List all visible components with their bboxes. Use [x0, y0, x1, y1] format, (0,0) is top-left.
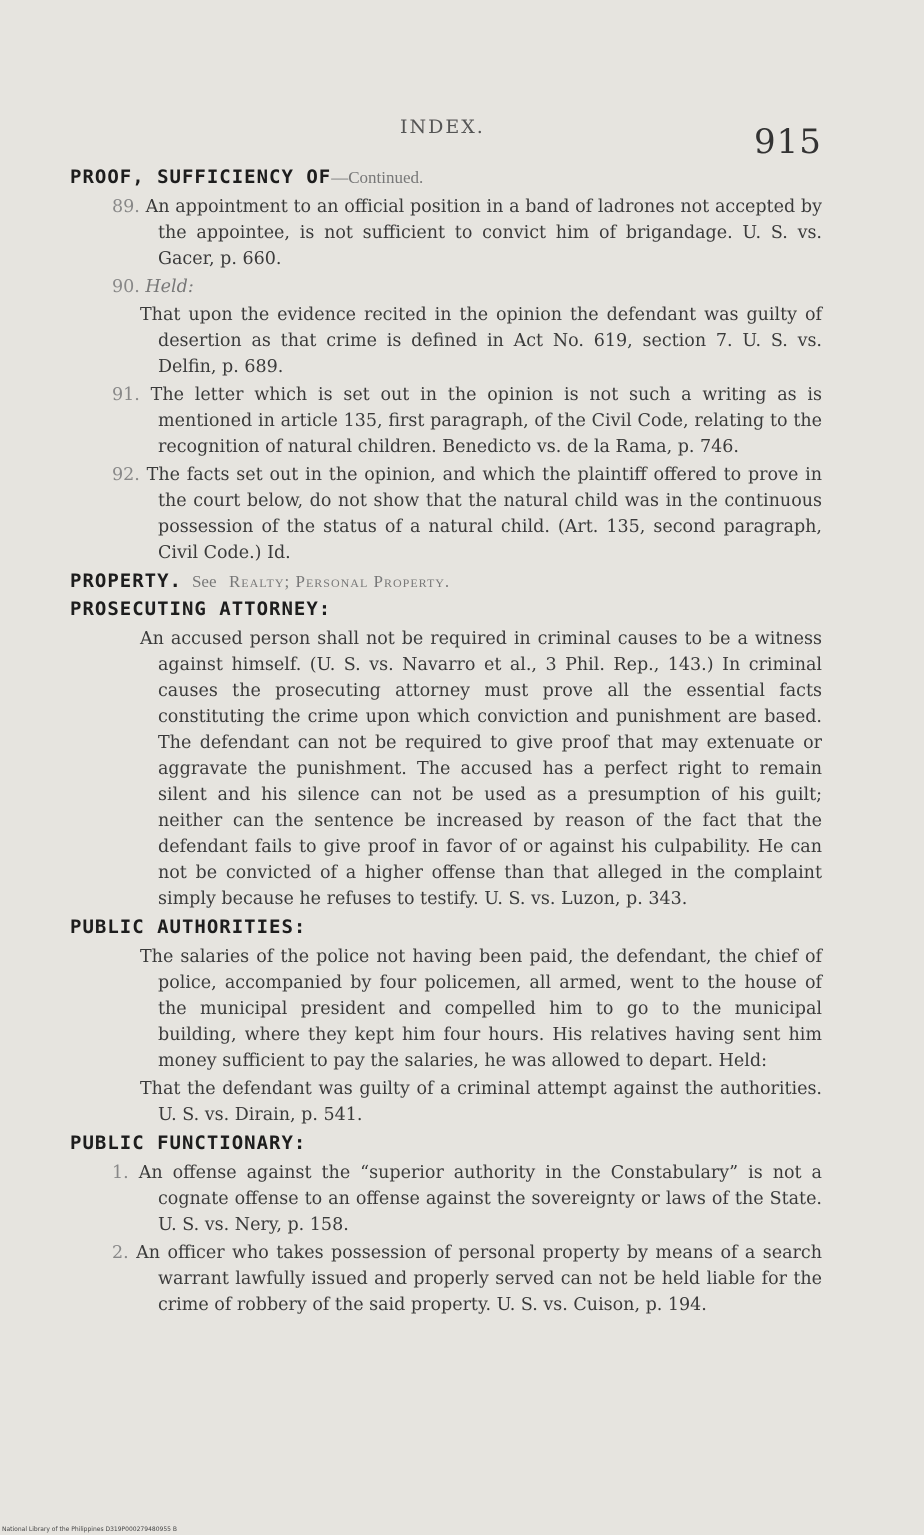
item-number: 89. [112, 197, 140, 217]
entry-heading-public-functionary [70, 1132, 822, 1154]
index-item-public-functionary-2 [70, 1240, 822, 1318]
item-number: 2. [112, 1243, 129, 1263]
continued-label: —Continued. [331, 168, 424, 187]
index-item-92 [70, 462, 822, 566]
entry-heading-text: PROPERTY. [70, 570, 182, 592]
index-item-public-authorities-held [70, 1076, 822, 1128]
scan-footer: National Library of the Philippines D319P000279480955 B [2, 1526, 177, 1533]
index-item-89 [70, 194, 822, 272]
item-text: The salaries of the police not having been paid, the defendant, the chief of police, accompanied by four policemen, all armed, went to the house of the municipal president and compelled him to go to the municipal building, where they kept him four hours. His relatives having sent him money sufficient to pay the salaries, he was allowed to depart. Held: [140, 947, 822, 1071]
item-text: An offense against the “superior authority in the Constabulary” is not a cognate offense to an offense against the sovereignty or laws of the State. U. S. vs. Nery, p. 158. [138, 1163, 822, 1235]
index-content [70, 162, 822, 1320]
item-number: 92. [112, 465, 140, 485]
item-number: 91. [112, 385, 140, 405]
item-text: That the defendant was guilty of a criminal attempt against the authorities. U. S. vs. Dirain, p. 541. [140, 1079, 822, 1125]
entry-heading-property [70, 570, 822, 592]
item-number: 90. [112, 277, 140, 297]
item-text: That upon the evidence recited in the opinion the defendant was guilty of desertion as that crime is defined in Act No. 619, section 7. U. S. vs. Delfin, p. 689. [140, 305, 822, 377]
entry-heading-text: PUBLIC AUTHORITIES: [70, 916, 307, 938]
running-head: INDEX. [400, 116, 485, 138]
see-label: See [191, 572, 217, 591]
entry-heading-prosecuting-attorney [70, 598, 822, 620]
cross-reference: Realty; Personal Property. [228, 572, 451, 591]
item-text: An officer who takes possession of personal property by means of a search warrant lawfully issued and properly served can not be held liable for the crime of robbery of the said property. U. S. vs. Cuison, p. 194. [136, 1243, 822, 1315]
entry-heading-text: PROSECUTING ATTORNEY: [70, 598, 332, 620]
index-item-public-authorities [70, 944, 822, 1074]
entry-heading-public-authorities [70, 916, 822, 938]
index-item-prosecuting-attorney [70, 626, 822, 912]
item-text: Held: [145, 277, 194, 297]
item-text: The letter which is set out in the opinion is not such a writing as is mentioned in article 135, first paragraph, of the Civil Code, relating to the recognition of natural children. Benedicto vs. de la Rama, p. 746. [150, 385, 822, 457]
item-text: An accused person shall not be required in criminal causes to be a witness against himself. (U. S. vs. Navarro et al., 3 Phil. Rep., 143.) In criminal causes the prosecuting attorney must prove all the essential facts constituting the crime upon which conviction and punishment are based. The defendant can not be required to give proof that may extenuate or aggravate the punishment. The accused has a perfect right to remain silent and his silence can not be used as a presumption of his guilt; neither can the sentence be increased by reason of the fact that the defendant fails to give proof in favor of or against his culpability. He can not be convicted of a higher offense than that alleged in the complaint simply because he refuses to testify. U. S. vs. Luzon, p. 343. [140, 629, 822, 909]
entry-heading-proof-sufficiency [70, 166, 822, 188]
index-item-90 [70, 274, 822, 300]
index-item-91 [70, 382, 822, 460]
page-number: 915 [754, 122, 822, 162]
entry-heading-text: PUBLIC FUNCTIONARY: [70, 1132, 307, 1154]
index-item-90-held [70, 302, 822, 380]
item-text: The facts set out in the opinion, and which the plaintiff offered to prove in the court below, do not show that the natural child was in the continuous possession of the status of a natural child. (Art. 135, second paragraph, Civil Code.) Id. [146, 465, 822, 563]
index-item-public-functionary-1 [70, 1160, 822, 1238]
entry-heading-text: PROOF, SUFFICIENCY OF [70, 166, 332, 188]
item-number: 1. [112, 1163, 129, 1183]
item-text: An appointment to an official position in a band of ladrones not accepted by the appointee, is not sufficient to convict him of brigandage. U. S. vs. Gacer, p. 660. [145, 197, 822, 269]
